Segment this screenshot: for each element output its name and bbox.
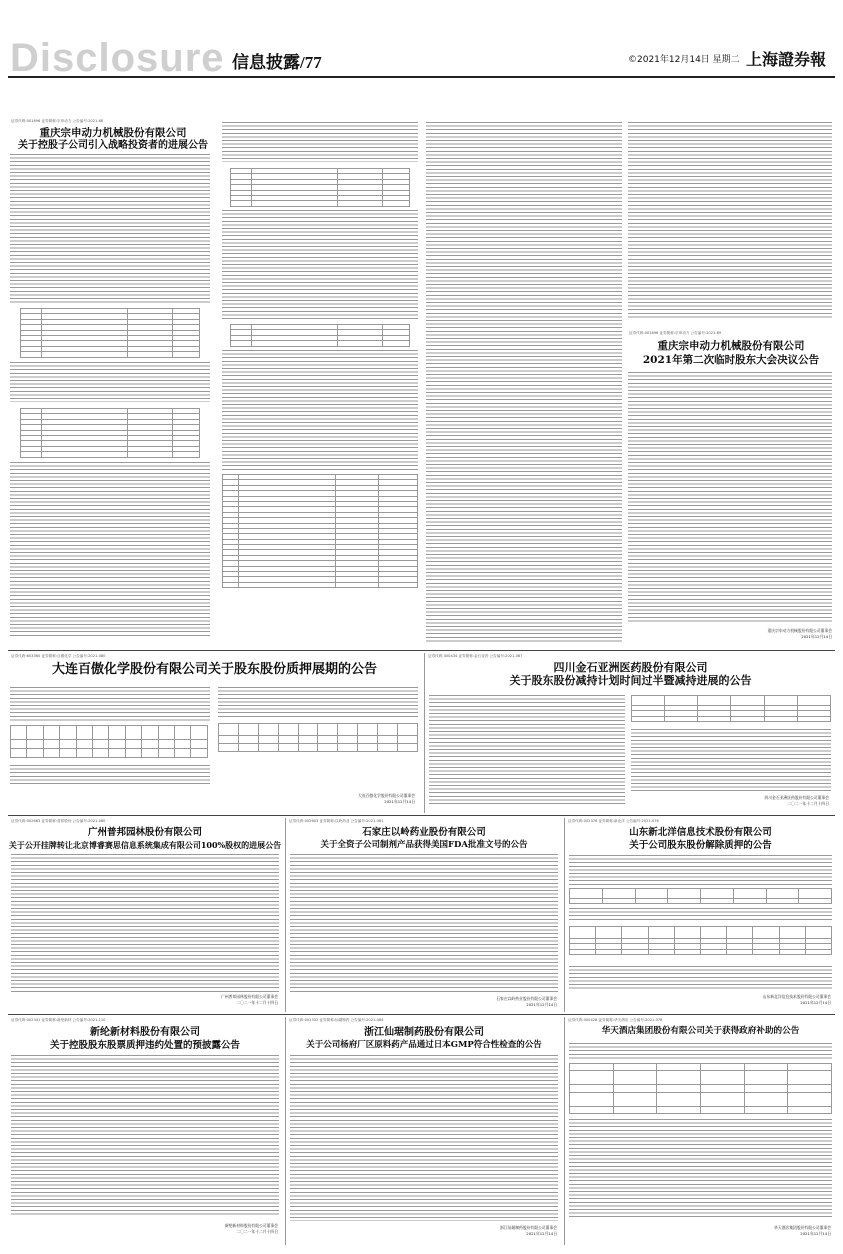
body-text (218, 687, 418, 717)
signoff (681, 1225, 831, 1237)
signoff-company: 新纶新材料股份有限公司董事会 (224, 1223, 278, 1228)
signoff-date: 二〇二一年十二月十四日 (236, 1229, 278, 1234)
pledge-table (10, 725, 208, 758)
signoff-company: 华天酒店集团股份有限公司董事会 (774, 1225, 831, 1230)
issue-date: ©2021年12月14日 星期二 (628, 55, 740, 65)
signoff-date: 2021年12月14日 (526, 1231, 557, 1236)
body-text (429, 695, 625, 805)
announcement-zongshen-continued-right (626, 118, 836, 328)
body-text (569, 966, 832, 990)
company-name: 广州普邦园林股份有限公司 (87, 827, 202, 838)
announcement-title: 关于公司杨府厂区原料药产品通过日本GMP符合性检查的公告 (306, 1040, 542, 1050)
company-name: 浙江仙琚制药股份有限公司 (364, 1027, 484, 1038)
signoff-date: 2021年12月14日 (800, 1231, 831, 1236)
masthead-logo-word: Disclosure (10, 36, 225, 80)
announcement-zongshen-meeting (626, 330, 836, 648)
signoff-company: 山东新北洋信息技术股份有限公司董事会 (762, 994, 831, 999)
announcement-zongshen-continued (424, 118, 624, 648)
signoff (681, 994, 831, 1006)
announcement-code-line: 证券代码:000428 证券简称:华天酒店 公告编号:2021-078 (568, 1018, 663, 1022)
signoff-company: 重庆宗申动力机械股份有限公司董事会 (767, 628, 832, 633)
signoff-date: 二〇二一年十二月十四日 (787, 801, 829, 806)
release-table (569, 888, 832, 904)
body-text (222, 210, 418, 320)
newspaper-brand: 上海證券報 (746, 50, 827, 69)
section-divider (8, 815, 835, 816)
announcement-title: 关于公开挂牌转让北京博睿赛思信息系统集成有限公司100%股权的进展公告 (8, 840, 282, 850)
announcement-code-line: 证券代码:603360 证券简称:百傲化学 公告编号:2021-080 (11, 654, 106, 658)
announcement-zongshen-progress (8, 118, 421, 648)
announcement-pubang-transfer (8, 818, 282, 1012)
announcement-jinshi-reduction (424, 653, 835, 813)
body-text (426, 122, 622, 642)
announcement-title: 关于公司股东股份解除质押的公告 (629, 840, 772, 851)
body-text (628, 372, 832, 622)
body-text (10, 687, 210, 723)
announcement-xianju-gmp (285, 1017, 561, 1245)
section-title: 信息披露/77 (232, 53, 322, 72)
section-divider (8, 650, 835, 651)
signoff (672, 628, 832, 640)
body-text (631, 729, 831, 793)
pledge-summary-table (569, 926, 832, 955)
shareholder-table (20, 308, 200, 358)
body-text (10, 362, 210, 402)
announcement-xinbeiyang-release (564, 818, 835, 1012)
company-name: 大连百傲化学股份有限公司关于股东股份质押展期的公告 (51, 662, 377, 677)
announcement-code-line: 证券代码:300434 证券简称:金石亚药 公告编号:2021-087 (428, 654, 523, 658)
company-name: 山东新北洋信息技术股份有限公司 (629, 827, 772, 838)
signoff (128, 994, 278, 1006)
section-divider (8, 1014, 835, 1015)
body-text (569, 1119, 832, 1219)
announcement-huatian-subsidy (564, 1017, 835, 1245)
announcement-yiling-fda (285, 818, 561, 1012)
signoff-company: 大连百傲化学股份有限公司董事会 (358, 793, 415, 798)
company-name: 新纶新材料股份有限公司 (90, 1027, 200, 1038)
body-text (569, 855, 832, 885)
signoff-date: 2021年12月14日 (384, 799, 415, 804)
announcement-code-line: 证券代码:001696 证券简称:宗申动力 公告编号:2021-69 (629, 331, 722, 335)
reduction-table (631, 695, 831, 722)
signoff-company: 四川金石亚洲医药股份有限公司董事会 (764, 795, 829, 800)
body-text (290, 854, 558, 994)
announcement-code-line: 证券代码:002332 证券简称:仙琚制药 公告编号:2021-084 (289, 1018, 384, 1022)
body-text (628, 122, 832, 318)
body-text (11, 1055, 279, 1215)
signoff-date: 2021年12月14日 (801, 634, 832, 639)
company-name: 重庆宗申动力机械股份有限公司 (39, 127, 187, 139)
signoff (407, 1225, 557, 1237)
announcement-xinlun-pledge (8, 1017, 282, 1245)
company-name: 华天酒店集团股份有限公司关于获得政府补助的公告 (601, 1026, 800, 1036)
signoff-date: 2021年12月14日 (800, 1000, 831, 1005)
body-text (290, 1055, 558, 1221)
shareholder-table (230, 168, 410, 207)
announcement-code-line: 证券代码:002341 证券简称:新纶新材 公告编号:2021-110 (11, 1018, 106, 1022)
body-text (10, 462, 210, 638)
body-text (569, 1043, 832, 1059)
company-name: 重庆宗申动力机械股份有限公司 (657, 340, 805, 352)
body-text (11, 854, 279, 992)
subsidy-table (569, 1063, 832, 1114)
announcement-title: 关于控股子公司引入战略投资者的进展公告 (18, 140, 208, 151)
announcement-baiao-pledge (8, 653, 421, 813)
body-text (222, 122, 418, 162)
announcement-code-line: 证券代码:001696 证券简称:宗申动力 公告编号:2021-68 (11, 119, 104, 123)
announcement-title: 关于股东股份减持计划时间过半暨减持进展的公告 (509, 674, 752, 687)
body-text (569, 908, 832, 922)
shareholder-table (230, 324, 410, 347)
signoff (407, 996, 557, 1008)
announcement-title: 2021年第二次临时股东大会决议公告 (642, 354, 820, 366)
announcement-code-line: 证券代码:002603 证券简称:以岭药业 公告编号:2021-081 (289, 819, 384, 823)
masthead-bar (8, 38, 835, 78)
body-text (10, 154, 210, 304)
body-text (10, 765, 210, 785)
signoff (215, 793, 415, 805)
shareholder-table (20, 408, 200, 458)
signoff (128, 1223, 278, 1235)
announcement-title: 关于全资子公司制剂产品获得美国FDA批准文号的公告 (320, 840, 528, 850)
signoff-date: 二〇二一年十二月十四日 (236, 1000, 278, 1005)
announcement-code-line: 证券代码:002376 证券简称:新北洋 公告编号:2021-076 (568, 819, 659, 823)
signoff-company: 广州普邦园林股份有限公司董事会 (221, 994, 278, 999)
announcement-code-line: 证券代码:002663 证券简称:普邦股份 公告编号:2021-080 (11, 819, 106, 823)
company-name: 四川金石亚洲医药股份有限公司 (553, 661, 708, 674)
announcement-title: 关于控股股东股票质押违约处置的预披露公告 (49, 1040, 240, 1051)
company-name: 石家庄以岭药业股份有限公司 (362, 827, 486, 838)
signoff (629, 795, 829, 807)
signoff-company: 浙江仙琚制药股份有限公司董事会 (500, 1225, 557, 1230)
signoff-date: 2021年12月14日 (526, 1002, 557, 1007)
body-text (222, 350, 418, 470)
signoff-company: 石家庄以岭药业股份有限公司董事会 (496, 996, 557, 1001)
pledge-table (218, 723, 418, 752)
investor-table (222, 474, 418, 588)
